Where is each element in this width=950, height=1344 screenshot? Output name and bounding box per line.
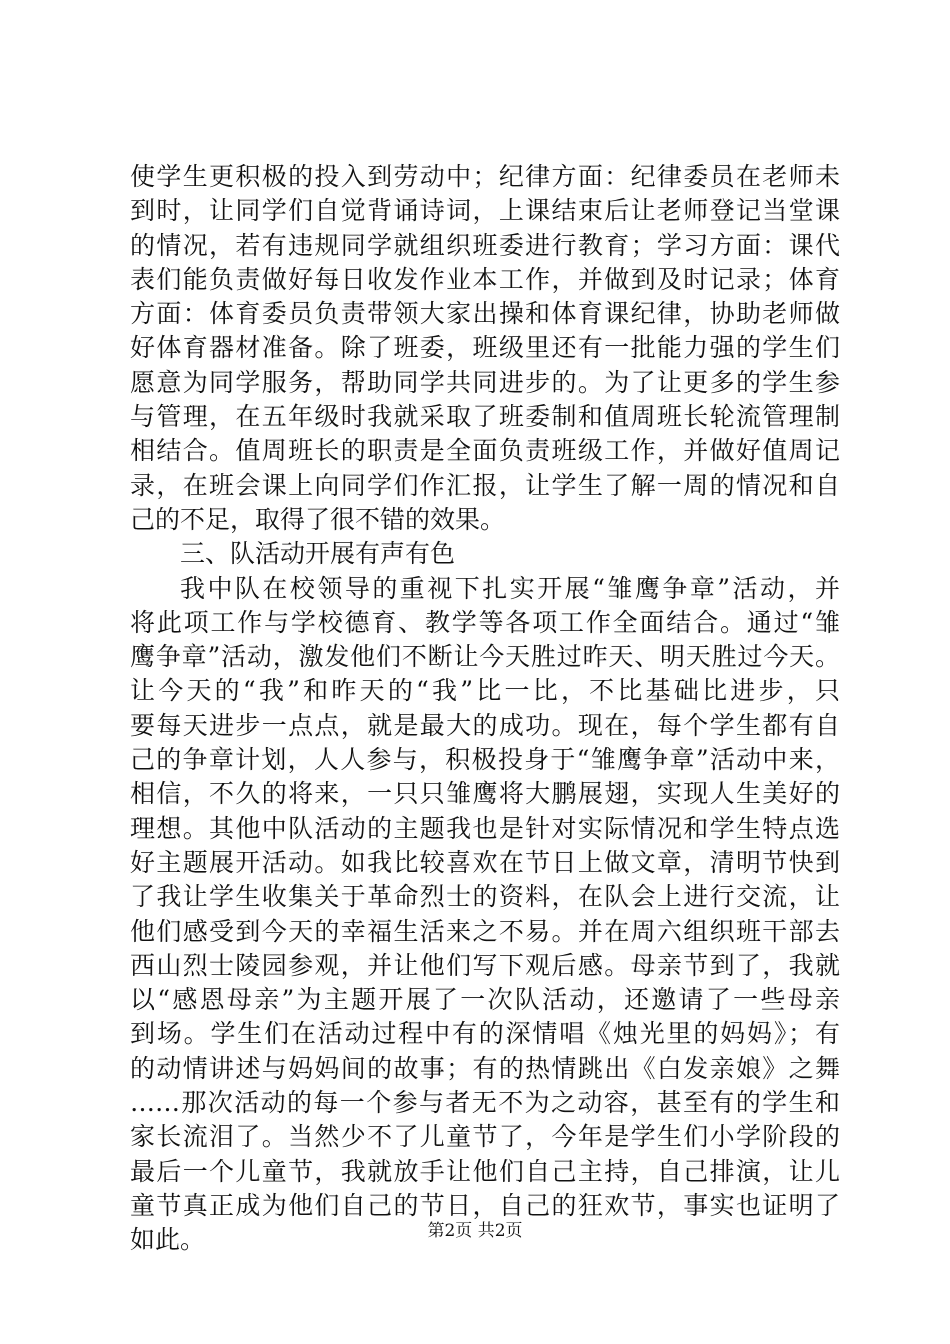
page-number-footer: 第2页 共2页 <box>427 1221 523 1241</box>
text-line: 己的不足，取得了很不错的效果。 <box>130 504 506 534</box>
text-line: 相结合。值周班长的职责是全面负责班级工作，并做好值周记 <box>130 436 840 466</box>
text-line: 西山烈士陵园参观，并让他们写下观后感。母亲节到了，我就 <box>130 950 840 980</box>
text-line: 好体育器材准备。除了班委，班级里还有一批能力强的学生们 <box>130 333 840 363</box>
text-line: 童节真正成为他们自己的节日，自己的狂欢节，事实也证明了 <box>130 1190 840 1220</box>
text-line: 录，在班会课上向同学们作汇报，让学生了解一周的情况和自 <box>130 470 840 500</box>
text-line: 愿意为同学服务，帮助同学共同进步的。为了让更多的学生参 <box>130 367 840 397</box>
text-line: 家长流泪了。当然少不了儿童节了，今年是学生们小学阶段的 <box>130 1122 840 1152</box>
body-text <box>130 160 840 1258</box>
text-line: 最后一个儿童节，我就放手让他们自己主持，自己排演，让儿 <box>130 1156 840 1186</box>
text-line: 要每天进步一点点，就是最大的成功。现在，每个学生都有自 <box>130 710 840 740</box>
text-line: 他们感受到今天的幸福生活来之不易。并在周六组织班干部去 <box>130 916 840 946</box>
text-line: 相信，不久的将来，一只只雏鹰将大鹏展翅，实现人生美好的 <box>130 779 840 809</box>
text-line: 如此。 <box>130 1225 206 1255</box>
section-heading: 三、队活动开展有声有色 <box>180 539 456 569</box>
text-line: 好主题展开活动。如我比较喜欢在节日上做文章，清明节快到 <box>130 847 840 877</box>
text-line: 方面：体育委员负责带领大家出操和体育课纪律，协助老师做 <box>130 299 840 329</box>
text-line: 表们能负责做好每日收发作业本工作，并做到及时记录；体育 <box>130 264 840 294</box>
text-line: 了我让学生收集关于革命烈士的资料，在队会上进行交流，让 <box>130 882 840 912</box>
text-line: 我中队在校领导的重视下扎实开展“雏鹰争章”活动，并 <box>180 573 840 603</box>
text-line: 让今天的“我”和昨天的“我”比一比，不比基础比进步，只 <box>130 676 840 706</box>
text-line: 的动情讲述与妈妈间的故事；有的热情跳出《白发亲娘》之舞 <box>130 1053 840 1083</box>
text-line: 理想。其他中队活动的主题我也是针对实际情况和学生特点选 <box>130 813 840 843</box>
text-line: 到时，让同学们自觉背诵诗词，上课结束后让老师登记当堂课 <box>130 196 840 226</box>
text-line: 到场。学生们在活动过程中有的深情唱《烛光里的妈妈》；有 <box>130 1019 840 1049</box>
text-line: ……那次活动的每一个参与者无不为之动容，甚至有的学生和 <box>130 1088 840 1118</box>
text-line: 己的争章计划，人人参与，积极投身于“雏鹰争章”活动中来， <box>130 745 840 775</box>
text-line: 使学生更积极的投入到劳动中；纪律方面：纪律委员在老师未 <box>130 162 840 191</box>
text-line: 将此项工作与学校德育、教学等各项工作全面结合。通过“雏 <box>130 607 840 637</box>
text-line: 的情况，若有违规同学就组织班委进行教育；学习方面：课代 <box>130 230 840 260</box>
text-line: 鹰争章”活动，激发他们不断让今天胜过昨天、明天胜过今天。 <box>130 642 840 672</box>
text-line: 与管理，在五年级时我就采取了班委制和值周班长轮流管理制 <box>130 402 840 432</box>
text-line: 以“感恩母亲”为主题开展了一次队活动，还邀请了一些母亲 <box>130 985 840 1015</box>
